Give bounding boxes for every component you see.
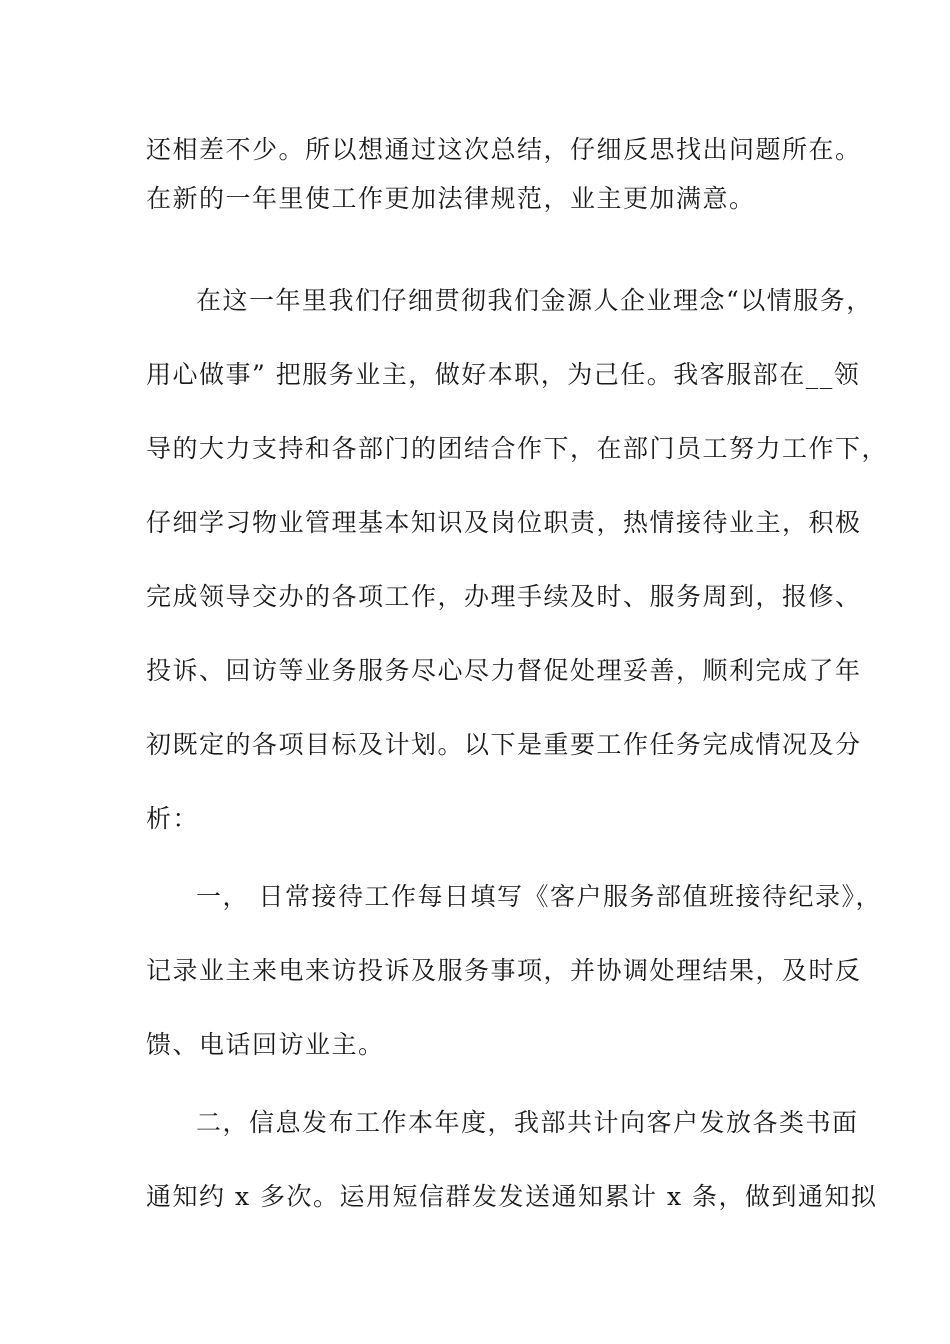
text-line: 馈、电话回访业主。 [146, 1030, 385, 1059]
text-line: 析： [146, 804, 200, 833]
paragraph-first-line: 二，信息发布工作本年度，我部共计向客户发放各类书面 [196, 1108, 859, 1137]
text-line: 初既定的各项目标及计划。以下是重要工作任务完成情况及分 [146, 730, 862, 759]
text-line: 还相差不少。所以想通过这次总结，仔细反思找出问题所在。 [146, 135, 862, 164]
paragraph-first-line: 一， 日常接待工作每日填写《客户服务部值班接待纪录》， [196, 882, 882, 911]
text-line: 用心做事” 把服务业主，做好本职，为己任。我客服部在__领 [146, 360, 861, 389]
text-line: 记录业主来电来访投诉及服务事项，并协调处理结果，及时反 [146, 956, 862, 985]
paragraph-first-line: 在这一年里我们仔细贯彻我们金源人企业理念“以情服务， [196, 286, 873, 315]
text-line: 导的大力支持和各部门的团结合作下，在部门员工努力工作下， [146, 434, 889, 463]
text-line: 完成领导交办的各项工作，办理手续及时、服务周到，报修、 [146, 582, 862, 611]
text-line: 投诉、回访等业务服务尽心尽力督促处理妥善，顺利完成了年 [146, 656, 862, 685]
text-line: 仔细学习物业管理基本知识及岗位职责，热情接待业主，积极 [146, 508, 862, 537]
text-line: 通知约 x 多次。运用短信群发发送通知累计 x 条，做到通知拟 [146, 1182, 878, 1211]
text-line: 在新的一年里使工作更加法律规范，业主更加满意。 [146, 184, 756, 213]
